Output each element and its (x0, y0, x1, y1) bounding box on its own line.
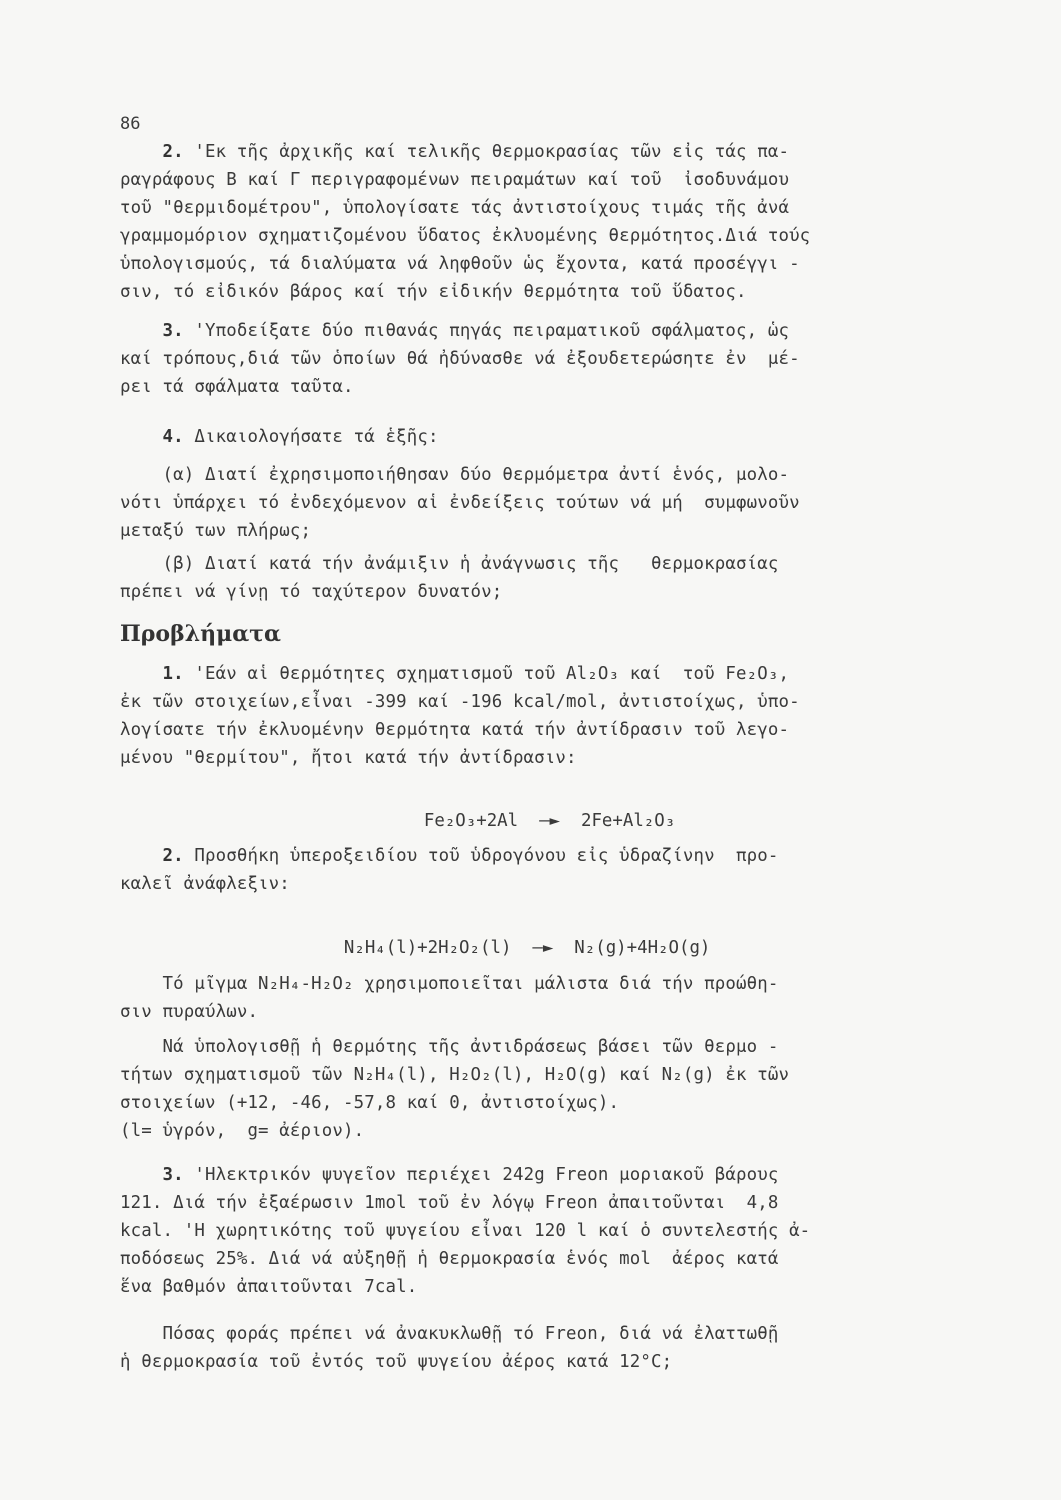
paragraph-line: (α) Διατί ἐχρησιμοποιήθησαν δύο θερμόμετρα ἀντί ἑνός, μολο- (162, 465, 790, 485)
paragraph-line: 2. 'Εκ τῆς ἀρχικῆς καί τελικῆς θερμοκρασίας τῶν εἰς τάς πα- (162, 142, 790, 162)
problem-1 (120, 660, 955, 772)
question-4 (120, 423, 955, 451)
paragraph-line: λογίσατε τήν ἐκλυομένην θερμότητα κατά τήν ἀντίδρασιν τοῦ λεγο- (120, 720, 790, 740)
paragraph-line: (l= ὑγρόν, g= ἀέριον). (120, 1121, 365, 1141)
reaction-arrow-icon: —► (532, 938, 554, 958)
equation-reactants: N₂H₄(l)+2H₂O₂(l) (343, 938, 512, 958)
paragraph-line: σιν, τό εἰδικόν βάρος καί τήν εἰδικήν θερμότητα τοῦ ὕδατος. (120, 282, 747, 302)
hydrazine-equation (302, 918, 710, 978)
item-number: 3. (162, 1165, 184, 1185)
paragraph-line: ρει τά σφάλματα ταῦτα. (120, 377, 354, 397)
paragraph-line: (β) Διατί κατά τήν ἀνάμιξιν ἡ ἀνάγνωσις τῆς θερμοκρασίας (162, 554, 779, 574)
paragraph-line: 2. Προσθήκη ὑπεροξειδίου τοῦ ὑδρογόνου εἰς ὑδραζίνην προ- (162, 846, 779, 866)
paragraph-line: kcal. 'Η χωρητικότης τοῦ ψυγείου εἶναι 120 l καί ὁ συντελεστής ἀ- (120, 1221, 811, 1241)
paragraph-line: ἡ θερμοκρασία τοῦ ἐντός τοῦ ψυγείου ἀέρος κατά 12°C; (120, 1352, 673, 1372)
item-number: 4. (162, 427, 184, 447)
reaction-arrow-icon: —► (539, 811, 561, 831)
section-heading: Προβλήματα (120, 621, 281, 647)
paragraph-line: καλεῖ ἀνάφλεξιν: (120, 874, 290, 894)
paragraph-line: ἐκ τῶν στοιχείων,εἶναι -399 καί -196 kcal/mol, ἀντιστοίχως, ὑπο- (120, 692, 800, 712)
paragraph-line: στοιχείων (+12, -46, -57,8 καί 0, ἀντιστοίχως). (120, 1093, 620, 1113)
paragraph-line: νότι ὑπάρχει τό ἐνδεχόμενον αἱ ἐνδείξεις τούτων νά μή συμφωνοῦν (120, 493, 800, 513)
paragraph-line: 3. 'Υποδείξατε δύο πιθανάς πηγάς πειραματικοῦ σφάλματος, ὡς (162, 321, 790, 341)
item-number: 3. (162, 321, 184, 341)
paragraph-line: 1. 'Εάν αἱ θερμότητες σχηματισμοῦ τοῦ Al₂O₃ καί τοῦ Fe₂O₃, (162, 664, 790, 684)
paragraph-line: γραμμομόριον σχηματιζομένου ὕδατος ἐκλυομένης θερμότητος.Διά τούς (120, 226, 811, 246)
equation-reactants: Fe₂O₃+2Al (423, 811, 519, 831)
paragraph-line: καί τρόπους,διά τῶν ὁποίων θά ἠδύνασθε νά ἐξουδετερώσητε ἐν μέ- (120, 349, 800, 369)
paragraph-line: ραγράφους Β καί Γ περιγραφομένων πειραμάτων καί τοῦ ἰσοδυνάμου (120, 170, 790, 190)
paragraph-line: μεταξύ των πλήρως; (120, 521, 312, 541)
paragraph-line: 121. Διά τήν ἐξαέρωσιν 1mol τοῦ ἐν λόγῳ Freon ἀπαιτοῦνται 4,8 (120, 1193, 779, 1213)
problem-3 (120, 1161, 955, 1301)
paragraph-line: τήτων σχηματισμοῦ τῶν N₂H₄(l), H₂O₂(l), H₂O(g) καί N₂(g) ἐκ τῶν (120, 1065, 790, 1085)
paragraph-line: 3. 'Ηλεκτρικόν ψυγεῖον περιέχει 242g Freon μοριακοῦ βάρους (162, 1165, 779, 1185)
item-number: 2. (162, 846, 184, 866)
page-number: 86 (120, 114, 141, 134)
item-number: 1. (162, 664, 184, 684)
paragraph-line: σιν πυραύλων. (120, 1002, 259, 1022)
question-2 (120, 138, 955, 306)
question-4a (120, 461, 955, 545)
paragraph-line: Πόσας φοράς πρέπει νά ἀνακυκλωθῇ τό Freon, διά νά ἐλαττωθῇ (120, 1324, 779, 1344)
paragraph-line: 4. Δικαιολογήσατε τά ἑξῆς: (162, 427, 439, 447)
paragraph-line: Τό μῖγμα N₂H₄-H₂O₂ χρησιμοποιεῖται μάλιστα διά τήν προώθη- (120, 974, 779, 994)
problem-2-task (120, 1033, 955, 1145)
paragraph-line: Νά ὑπολογισθῇ ἡ θερμότης τῆς ἀντιδράσεως βάσει τῶν θερμο - (120, 1037, 779, 1057)
question-3 (120, 317, 955, 401)
question-4b (120, 550, 955, 606)
paragraph-line: μένου "θερμίτου", ἤτοι κατά τήν ἀντίδρασιν: (120, 748, 577, 768)
paragraph-line: ποδόσεως 25%. Διά νά αὐξηθῇ ἡ θερμοκρασία ἑνός mol ἀέρος κατά (120, 1249, 779, 1269)
problem-2-note (120, 970, 955, 1026)
equation-products: 2Fe+Al₂O₃ (580, 811, 676, 831)
problem-2 (120, 842, 955, 898)
equation-products: N₂(g)+4H₂O(g) (574, 938, 711, 958)
paragraph-line: πρέπει νά γίνῃ τό ταχύτερον δυνατόν; (120, 582, 503, 602)
paragraph-line: ὑπολογισμούς, τά διαλύματα νά ληφθοῦν ὡς ἔχοντα, κατά προσέγγι - (120, 254, 800, 274)
paragraph-line: τοῦ "θερμιδομέτρου", ὑπολογίσατε τάς ἀντιστοίχους τιμάς τῆς ἀνά (120, 198, 790, 218)
paragraph-line: ἕνα βαθμόν ἀπαιτοῦνται 7cal. (120, 1277, 418, 1297)
problem-3-question (120, 1320, 955, 1376)
item-number: 2. (162, 142, 184, 162)
